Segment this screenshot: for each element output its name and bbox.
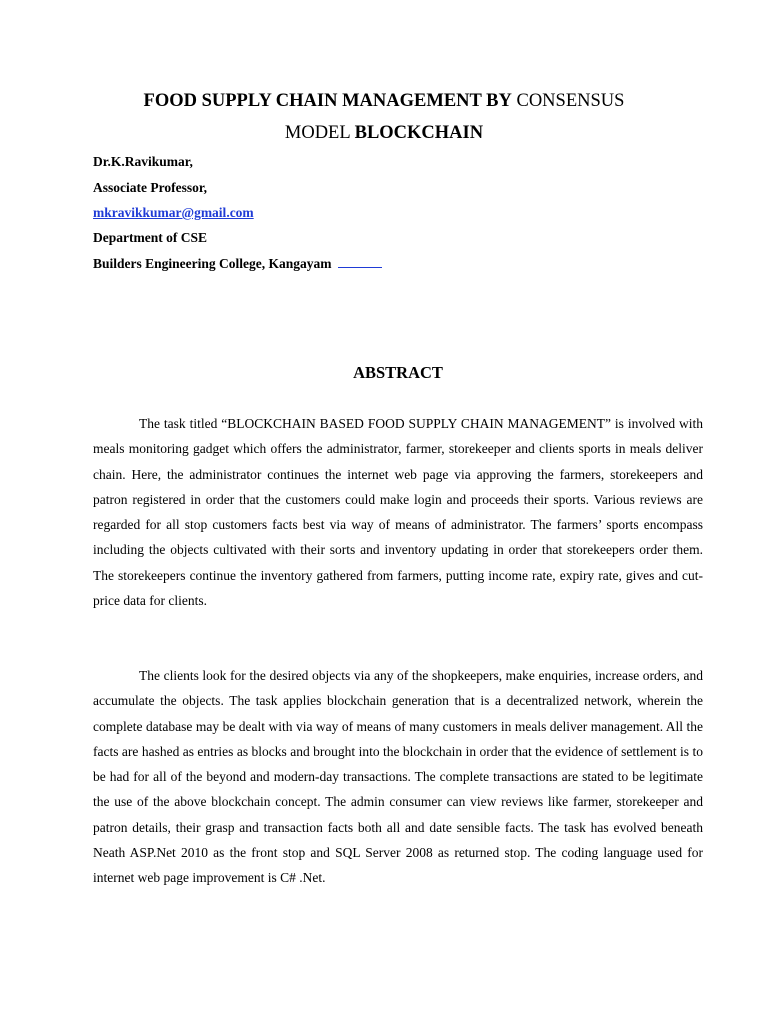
author-email-link[interactable]: mkravikkumar@gmail.com [93, 205, 254, 220]
title-normal-part-1: CONSENSUS [516, 91, 625, 111]
author-college: Builders Engineering College, Kangayam [93, 256, 332, 271]
title-bold-part-1: FOOD SUPPLY CHAIN MANAGEMENT BY [143, 91, 512, 111]
author-name: Dr.K.Ravikumar, [93, 154, 193, 169]
paper-title-line-2 [0, 121, 768, 145]
abstract-paragraph-1: The task titled “BLOCKCHAIN BASED FOOD SUPPLY CHAIN MANAGEMENT” is involved with meals monitoring gadget which offers the administrator, farmer, storekeeper and clients sports in meals deliver chain. Here, the administrator continues the internet web page via approving the farmers, storekeepers and patron registered in order that the customers could make login and proceeds their sports. Various reviews are regarded for all stop customers facts best via way of means of administrator. The farmers’ sports encompass including the objects cultivated with their sorts and inventory updating in order that storekeepers order them. The storekeepers continue the inventory gathered from farmers, putting income rate, expiry rate, gives and cut-price data for clients. [93, 416, 703, 609]
author-department: Department of CSE [93, 230, 207, 245]
author-email-line [93, 204, 254, 222]
author-college-line [93, 255, 382, 273]
title-normal-part-2: MODEL [284, 123, 350, 143]
abstract-paragraph-2: The clients look for the desired objects via any of the shopkeepers, make enquiries, increase orders, and accumulate the objects. The task applies blockchain generation that is a decentralized network, wherein the complete database may be dealt with via way of means of many customers in meals deliver management. All the facts are hashed as entries as blocks and brought into the blockchain in order that the evidence of settlement is to be had for all of the beyond and modern-day transactions. The complete transactions are stated to be legitimate the use of the above blockchain concept. The admin consumer can view reviews like farmer, storekeeper and patron details, their grasp and transaction facts both all and date sensible facts. The task has evolved beneath Neath ASP.Net 2010 as the front stop and SQL Server 2008 as returned stop. The coding language used for internet web page improvement is C# .Net. [93, 668, 703, 886]
paper-title-line-1 [0, 89, 768, 113]
author-position: Associate Professor, [93, 180, 207, 195]
abstract-heading: ABSTRACT [353, 363, 443, 382]
empty-hyperlink[interactable] [338, 255, 382, 268]
title-bold-part-2: BLOCKCHAIN [354, 123, 484, 143]
